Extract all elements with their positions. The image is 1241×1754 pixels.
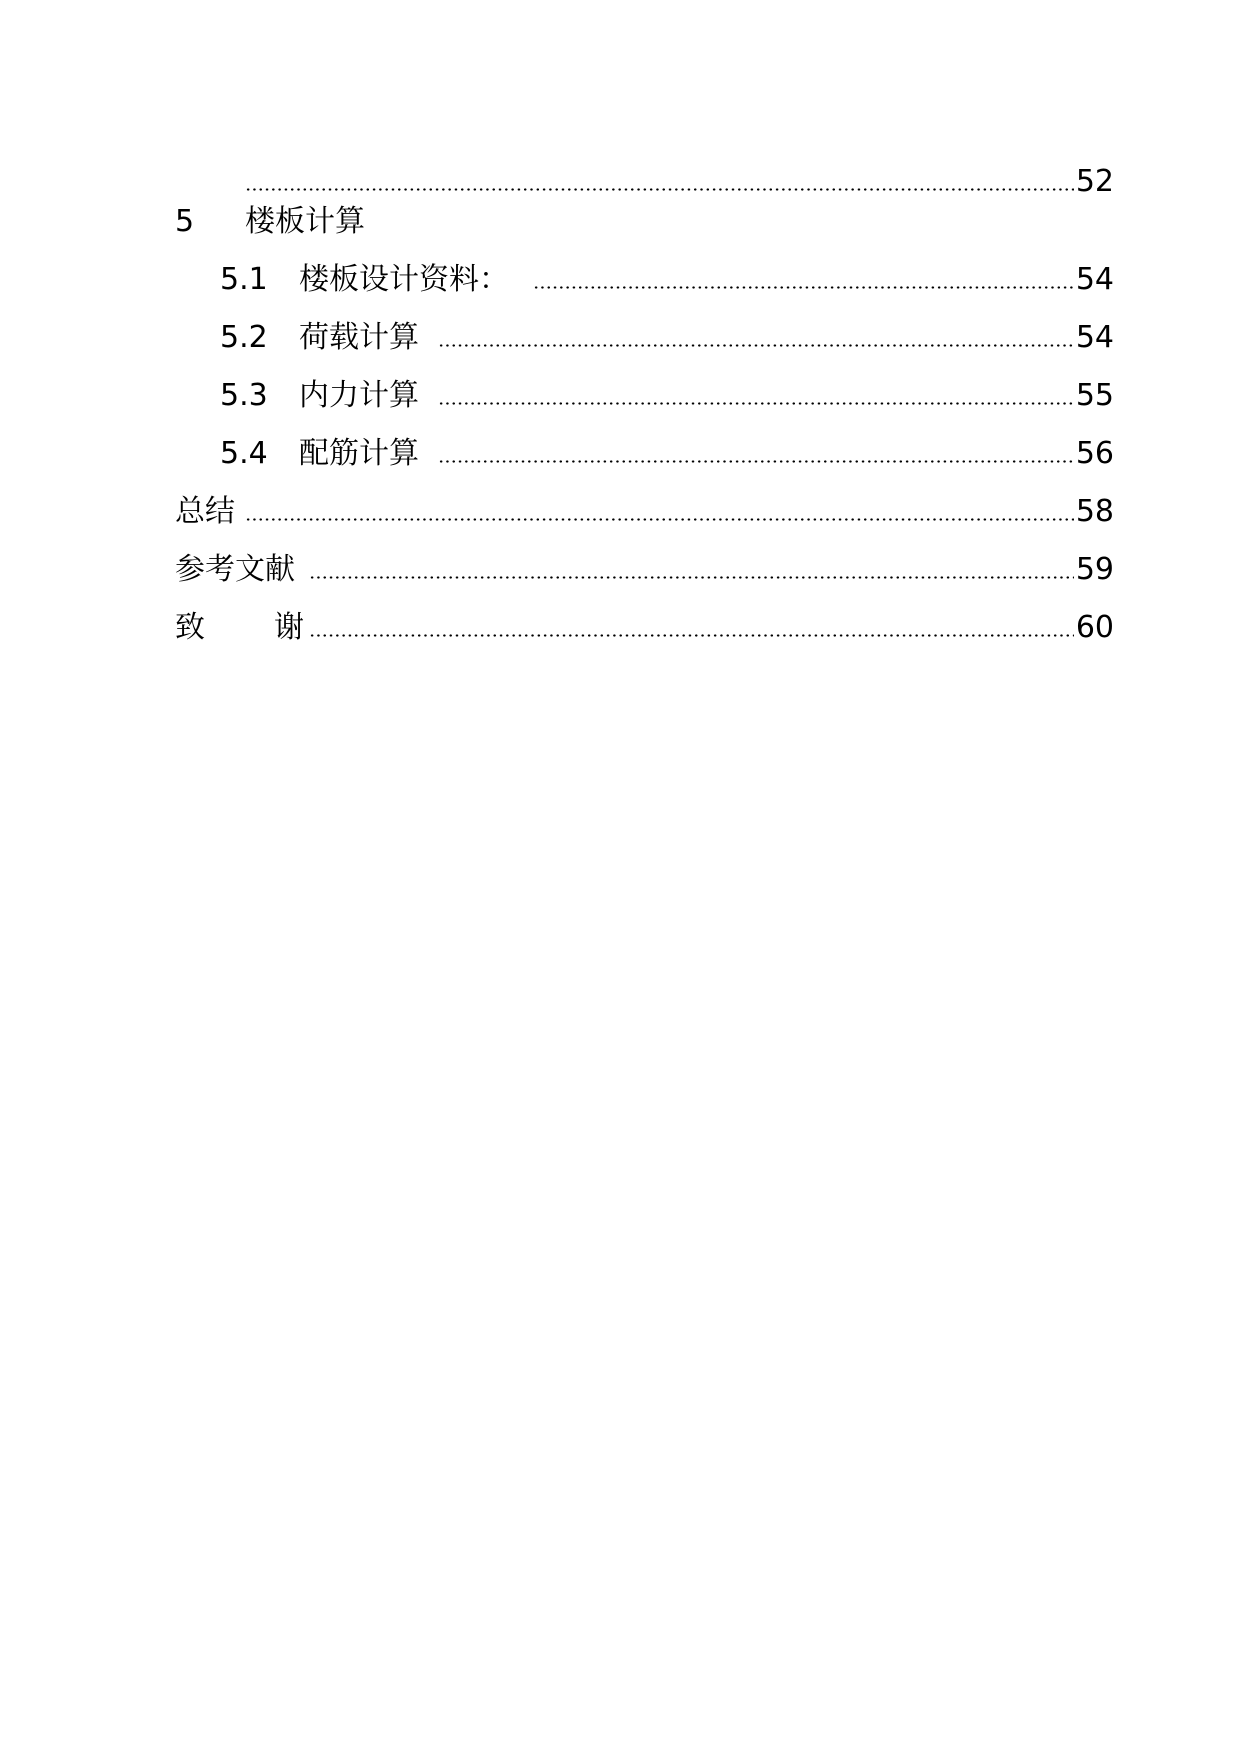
toc-references[interactable] xyxy=(0,550,1241,590)
toc-page-number: 58 xyxy=(1075,494,1114,529)
section-title: 配筋计算 xyxy=(299,436,419,471)
entry-title-left: 致 xyxy=(175,610,205,645)
toc-section-5-4[interactable] xyxy=(0,434,1241,474)
toc-page-number: 56 xyxy=(1075,436,1114,471)
section-title: 楼板设计资料： xyxy=(299,262,509,297)
entry-title: 参考文献 xyxy=(175,552,295,587)
entry-title-right: 谢 xyxy=(274,610,304,645)
section-title: 内力计算 xyxy=(299,378,419,413)
toc-page-number: 60 xyxy=(1075,610,1114,645)
toc-section-5-2[interactable] xyxy=(0,318,1241,358)
dot-leader xyxy=(309,608,1074,648)
dot-leader xyxy=(438,376,1074,416)
toc-chapter-5[interactable] xyxy=(0,202,1241,242)
toc-continuation-entry[interactable] xyxy=(0,162,1241,202)
section-number: 5.3 xyxy=(220,378,268,413)
entry-title: 总结 xyxy=(175,494,235,529)
dot-leader xyxy=(438,434,1074,474)
section-number: 5.1 xyxy=(220,262,268,297)
chapter-number: 5 xyxy=(175,204,195,239)
dot-leader xyxy=(309,550,1074,590)
dot-leader xyxy=(245,492,1074,532)
toc-page-number: 59 xyxy=(1075,552,1114,587)
dot-leader xyxy=(533,260,1074,300)
section-number: 5.2 xyxy=(220,320,268,355)
toc-summary[interactable] xyxy=(0,492,1241,532)
toc-page-number: 54 xyxy=(1075,320,1114,355)
toc-page-number: 54 xyxy=(1075,262,1114,297)
toc-section-5-3[interactable] xyxy=(0,376,1241,416)
toc-page-number: 55 xyxy=(1075,378,1114,413)
dot-leader xyxy=(438,318,1074,358)
chapter-title: 楼板计算 xyxy=(245,204,365,239)
section-title: 荷载计算 xyxy=(299,320,419,355)
section-number: 5.4 xyxy=(220,436,268,471)
dot-leader xyxy=(245,162,1074,202)
toc-page-number: 52 xyxy=(1075,164,1114,199)
toc-section-5-1[interactable] xyxy=(0,260,1241,300)
toc-acknowledgement[interactable] xyxy=(0,608,1241,648)
